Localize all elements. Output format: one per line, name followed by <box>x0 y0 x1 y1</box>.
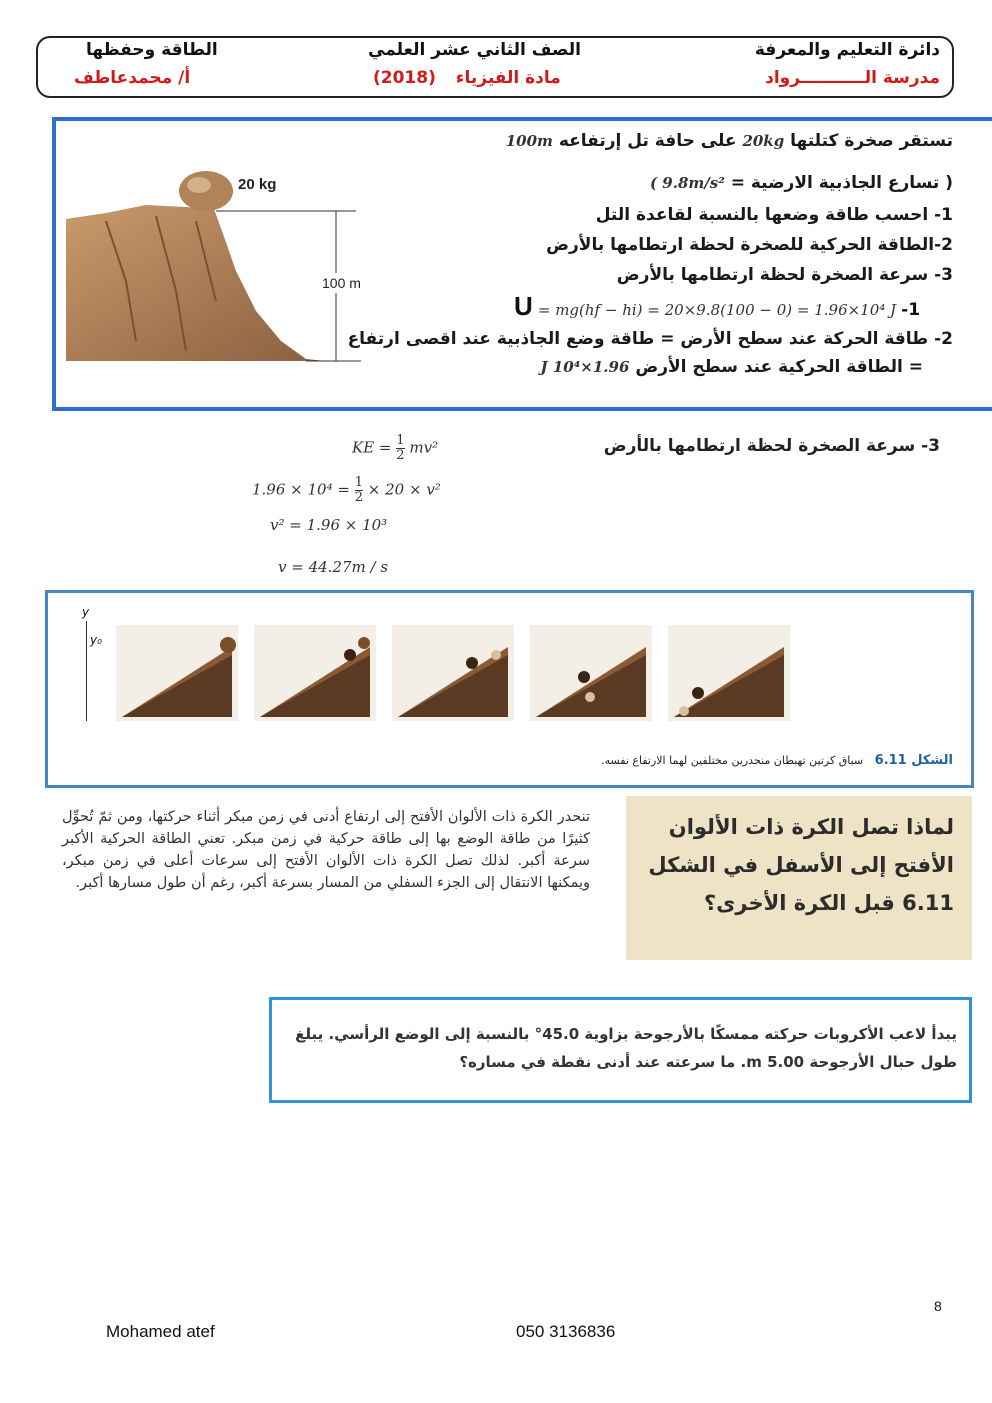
explanation-answer: تنحدر الكرة ذات الألوان الأفتح إلى ارتفاع أدنى في زمن مبكر أثناء حركتها، ومن ثمّ تُحوِّل كثيرًا من طاقة الوضع بها إلى طاقة حركية في زمن مبكر. تعني الطاقة الحركية الأكبر سرعة أكبر. لذلك تصل الكرة ذات الألوان الأفتح إلى سرعات أعلى في زمن مبكر، ويمكنها الانتقال إلى الجزء السفلي من المسار بسرعة أكبر، رغم أن طول مسارها أكبر. <box>62 809 590 891</box>
ramp-photo-3 <box>392 625 514 721</box>
cliff-figure <box>66 161 396 401</box>
caption-label: الشكل 6.11 <box>874 753 953 768</box>
gravity-value: 9.8m/s² ) <box>649 174 725 192</box>
answer-2-line2 <box>541 357 924 377</box>
school-name: مدرسة الـــــــــــرواد <box>765 68 940 88</box>
velocity-result: v = 44.27m / s <box>278 558 389 576</box>
answer-1-number: -1 <box>901 300 921 320</box>
page-header <box>36 36 954 98</box>
caption-text: سباق كرتين تهبطان منحدرين مختلفين لهما الارتفاع نفسه. <box>601 754 864 767</box>
question-callout <box>626 796 972 960</box>
ke-equation <box>352 434 438 463</box>
figure-611-box <box>45 590 974 788</box>
mass-value: 20kg <box>742 132 785 150</box>
answer-1-equation: = mg(hf − hi) = 20×9.8(100 − 0) = 1.96×10⁴ J <box>537 301 897 319</box>
problem2-text: يبدأ لاعب الأكروبات حركته ممسكًا بالأرجوحة بزاوية 45.0° بالنسبة إلى الوضع الرأسي. يبلغ طول حبال الأرجوحة 5.00 m. ما سرعته عند أدنى نقطة في مساره؟ <box>295 1025 957 1071</box>
footer-author: Mohamed atef <box>106 1322 215 1341</box>
eq1-right: mv² <box>409 438 439 457</box>
fraction-half: $\frac{1}{2}$ <box>396 433 405 463</box>
v-squared-equation: v² = 1.96 × 10³ <box>270 516 388 534</box>
axis-y0-label: y₀ <box>90 633 102 647</box>
eq2-right: × 20 × v² <box>367 480 441 499</box>
answer-1 <box>514 291 920 322</box>
question-2: 2-الطاقة الحركية للصخرة لحظة ارتطامها بالأرض <box>546 235 953 255</box>
eq1-left: KE = <box>352 438 392 457</box>
intro-a: تستقر صخرة كتلتها <box>790 131 953 151</box>
directorate-name: دائرة التعليم والمعرفة <box>754 40 940 60</box>
ramp-photo-2 <box>254 625 376 721</box>
height-label: 100 m <box>322 275 361 291</box>
problem2-box <box>269 997 972 1103</box>
height-value: 100m <box>505 132 553 150</box>
problem1-box <box>52 117 992 411</box>
y-axis-line <box>86 621 87 721</box>
footer-phone: 050 3136836 <box>516 1322 616 1341</box>
question-3: 3- سرعة الصخرة لحظة ارتطامها بالأرض <box>616 265 953 285</box>
ramp-photo-1 <box>116 625 238 721</box>
question-1: 1- احسب طاقة وضعها بالنسبة لقاعدة التل <box>595 205 953 225</box>
solution3-title: 3- سرعة الصخرة لحظة ارتطامها بالأرض <box>603 436 940 456</box>
callout-question: لماذا تصل الكرة ذات الألوان الأفتح إلى الأسفل في الشكل 6.11 قبل الكرة الأخرى؟ <box>648 815 954 915</box>
ramp-photos <box>116 625 796 725</box>
topic-label: الطاقة وحفظها <box>86 40 218 60</box>
ramp-photo-5 <box>668 625 790 721</box>
grade-label: الصف الثاني عشر العلمي <box>368 40 581 60</box>
fraction-half-2: $\frac{1}{2}$ <box>354 475 364 505</box>
answer-2-text: = الطاقة الحركية عند سطح الأرض <box>635 357 923 377</box>
teacher-name: أ/ محمدعاطف <box>74 68 191 88</box>
eq2-left: 1.96 × 10⁴ = <box>252 480 350 499</box>
ramp-photo-4 <box>530 625 652 721</box>
figure-caption <box>601 753 953 768</box>
answer-2-value: 1.96×10⁴ J <box>540 358 630 376</box>
gravity-text: ( تسارع الجاذبية الارضية = <box>730 173 953 193</box>
page-number: 8 <box>934 1298 942 1314</box>
subject-label: مادة الفيزياء <box>455 68 561 88</box>
subject-year <box>373 68 561 88</box>
mass-label: 20 kg <box>238 176 277 193</box>
gravity-line <box>650 173 953 193</box>
answer-2-line1: 2- طاقة الحركة عند سطح الأرض = طاقة وضع الجاذبية عند اقصى ارتفاع <box>347 329 953 349</box>
problem1-intro <box>506 131 953 151</box>
intro-b: على حافة تل إرتفاعه <box>558 131 737 151</box>
substitution-equation <box>252 476 441 505</box>
potential-energy-symbol: U <box>514 291 533 321</box>
year-label: (2018) <box>373 68 436 88</box>
axis-y-label: y <box>82 605 90 619</box>
